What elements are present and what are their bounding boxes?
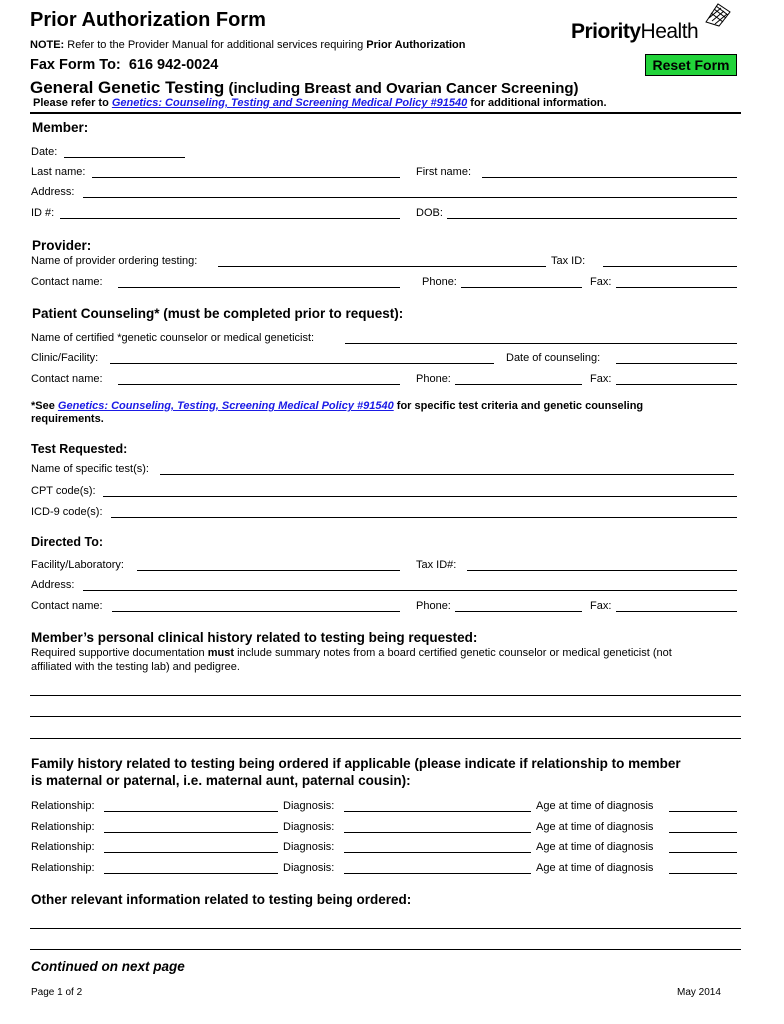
test-icd-label: ICD-9 code(s): (31, 506, 103, 518)
clinic-label: Clinic/Facility: (31, 352, 99, 364)
clinical-heading: Member’s personal clinical history related to testing being requested: (31, 630, 478, 645)
policy-reference (33, 97, 607, 109)
age-label: Age at time of diagnosis (536, 862, 654, 874)
other-info-line-2[interactable] (30, 949, 741, 950)
age-label: Age at time of diagnosis (536, 800, 654, 812)
note-bold: Prior Authorization (366, 39, 466, 51)
member-id-label: ID #: (31, 207, 55, 219)
provider-ordering-label: Name of provider ordering testing: (31, 255, 198, 267)
clinical-history-line-1[interactable] (30, 695, 741, 696)
fax-label: Fax Form To: (30, 57, 121, 73)
diagnosis-label: Diagnosis: (283, 862, 335, 874)
relationship-label: Relationship: (31, 862, 95, 874)
member-dob-field[interactable] (447, 218, 737, 219)
refer-pre: Please refer to (33, 97, 112, 109)
continued-note: Continued on next page (31, 959, 185, 974)
member-first-name-field[interactable] (482, 177, 737, 178)
other-info-line-1[interactable] (30, 928, 741, 929)
logo-priority: Priority (571, 20, 641, 43)
form-title (30, 78, 579, 98)
directed-phone-label: Phone: (416, 600, 451, 612)
counselor-name-label: Name of certified *genetic counselor or medical geneticist: (31, 332, 315, 344)
directed-heading: Directed To: (31, 535, 103, 549)
provider-contact-label: Contact name: (31, 276, 103, 288)
counselor-name-field[interactable] (345, 343, 737, 344)
see-pre: *See (31, 400, 58, 412)
form-title-sub: (including Breast and Ovarian Cancer Screening) (224, 80, 579, 97)
diagnosis-field[interactable] (344, 873, 531, 874)
age-field[interactable] (669, 811, 737, 812)
provider-tax-id-label: Tax ID: (551, 255, 586, 267)
counseling-fax-field[interactable] (616, 384, 737, 385)
age-field[interactable] (669, 873, 737, 874)
age-field[interactable] (669, 832, 737, 833)
relationship-label: Relationship: (31, 841, 95, 853)
directed-contact-field[interactable] (112, 611, 400, 612)
counseling-contact-label: Contact name: (31, 373, 103, 385)
see-post: for specific test criteria and genetic counseling (393, 400, 644, 412)
provider-ordering-field[interactable] (218, 266, 546, 267)
provider-phone-label: Phone: (422, 276, 457, 288)
policy-link[interactable]: Genetics: Counseling, Testing and Screening Medical Policy #91540 (111, 97, 468, 109)
relationship-label: Relationship: (31, 821, 95, 833)
directed-address-field[interactable] (83, 590, 737, 591)
see-policy-note (31, 400, 643, 412)
globe-icon (702, 2, 732, 28)
member-date-label: Date: (31, 146, 58, 158)
test-heading: Test Requested: (31, 442, 128, 456)
test-cpt-label: CPT code(s): (31, 485, 96, 497)
diagnosis-field[interactable] (344, 832, 531, 833)
family-heading-line2: is maternal or paternal, i.e. maternal aunt, paternal cousin): (31, 773, 411, 788)
provider-phone-field[interactable] (461, 287, 582, 288)
counseling-phone-field[interactable] (455, 384, 582, 385)
member-heading: Member: (32, 120, 89, 135)
provider-contact-field[interactable] (118, 287, 400, 288)
directed-tax-id-field[interactable] (467, 570, 737, 571)
note-text: Refer to the Provider Manual for additional services requiring (64, 39, 367, 51)
test-cpt-field[interactable] (103, 496, 737, 497)
page-title: Prior Authorization Form (30, 9, 266, 31)
member-date-field[interactable] (64, 157, 185, 158)
test-name-label: Name of specific test(s): (31, 463, 149, 475)
priority-health-logo (571, 20, 698, 44)
age-label: Age at time of diagnosis (536, 841, 654, 853)
counseling-heading: Patient Counseling* (must be completed prior to request): (32, 306, 404, 321)
clinical-post: include summary notes from a board certified genetic counselor or medical geneticist (not (234, 647, 672, 659)
age-label: Age at time of diagnosis (536, 821, 654, 833)
logo-health: Health (640, 20, 699, 43)
revision-date: May 2014 (677, 987, 721, 998)
directed-contact-label: Contact name: (31, 600, 103, 612)
reset-form-label: Reset Form (652, 57, 730, 73)
facility-field[interactable] (137, 570, 400, 571)
relationship-field[interactable] (104, 811, 278, 812)
diagnosis-field[interactable] (344, 852, 531, 853)
relationship-field[interactable] (104, 852, 278, 853)
counseling-fax-label: Fax: (590, 373, 612, 385)
refer-post: for additional information. (467, 97, 607, 109)
relationship-field[interactable] (104, 873, 278, 874)
directed-fax-label: Fax: (590, 600, 612, 612)
relationship-field[interactable] (104, 832, 278, 833)
provider-tax-id-field[interactable] (603, 266, 737, 267)
clinical-note-line1 (31, 647, 672, 659)
provider-fax-label: Fax: (590, 276, 612, 288)
age-field[interactable] (669, 852, 737, 853)
provider-fax-field[interactable] (616, 287, 737, 288)
diagnosis-label: Diagnosis: (283, 800, 335, 812)
clinical-note-line2: affiliated with the testing lab) and pedigree. (31, 661, 240, 673)
test-name-field[interactable] (160, 474, 734, 475)
clinical-history-line-2[interactable] (30, 716, 741, 717)
member-last-name-label: Last name: (31, 166, 86, 178)
reset-form-button[interactable] (645, 54, 737, 76)
directed-address-label: Address: (31, 579, 75, 591)
family-heading-line1: Family history related to testing being ordered if applicable (please indicate if relationship to member (31, 756, 681, 771)
counseling-date-field[interactable] (616, 363, 737, 364)
clinical-history-line-3[interactable] (30, 738, 741, 739)
diagnosis-field[interactable] (344, 811, 531, 812)
counseling-phone-label: Phone: (416, 373, 451, 385)
member-last-name-field[interactable] (92, 177, 400, 178)
clinical-pre: Required supportive documentation (31, 647, 208, 659)
counseling-date-label: Date of counseling: (506, 352, 601, 364)
clinical-must: must (207, 647, 235, 659)
other-heading: Other relevant information related to testing being ordered: (31, 892, 412, 907)
test-icd-field[interactable] (111, 517, 737, 518)
note-label: NOTE: (30, 39, 65, 51)
relationship-label: Relationship: (31, 800, 95, 812)
member-address-field[interactable] (83, 197, 737, 198)
see-policy-note-line2: requirements. (31, 413, 104, 425)
fax-number: 616 942-0024 (128, 57, 219, 73)
clinic-field[interactable] (110, 363, 494, 364)
diagnosis-label: Diagnosis: (283, 841, 335, 853)
provider-heading: Provider: (32, 238, 92, 253)
member-dob-label: DOB: (416, 207, 443, 219)
member-address-label: Address: (31, 186, 75, 198)
facility-label: Facility/Laboratory: (31, 559, 124, 571)
member-first-name-label: First name: (416, 166, 472, 178)
fax-to (30, 57, 218, 73)
directed-fax-field[interactable] (616, 611, 737, 612)
member-id-field[interactable] (60, 218, 400, 219)
header-note (30, 39, 465, 51)
directed-tax-id-label: Tax ID#: (416, 559, 457, 571)
form-title-main: General Genetic Testing (30, 78, 225, 97)
diagnosis-label: Diagnosis: (283, 821, 335, 833)
counseling-contact-field[interactable] (118, 384, 400, 385)
directed-phone-field[interactable] (455, 611, 582, 612)
page-number: Page 1 of 2 (31, 987, 83, 998)
header-divider (30, 112, 741, 114)
see-policy-link[interactable]: Genetics: Counseling, Testing, Screening Medical Policy #91540 (57, 400, 394, 412)
